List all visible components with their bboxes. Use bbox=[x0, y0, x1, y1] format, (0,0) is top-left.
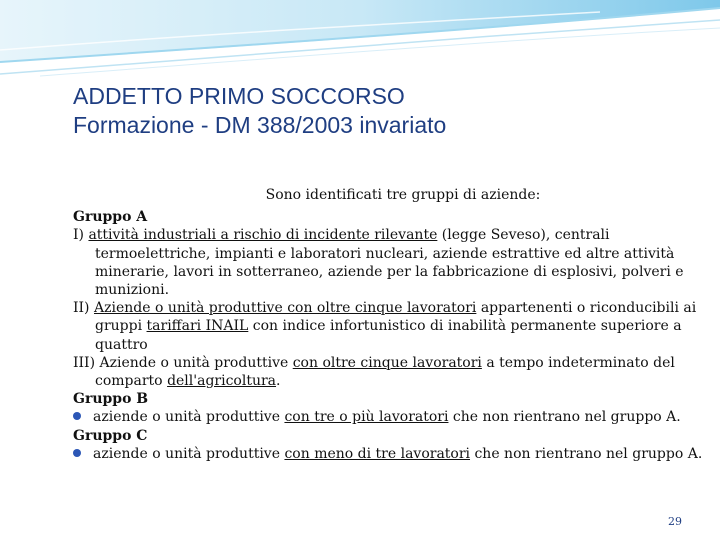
group-a-heading: Gruppo A bbox=[73, 209, 148, 226]
group-b-underlined: con tre o più lavoratori bbox=[284, 409, 449, 426]
slide-title bbox=[73, 82, 446, 140]
item-2-underlined-2: tariffari INAIL bbox=[146, 318, 249, 335]
page-number: 29 bbox=[668, 515, 682, 528]
group-b-prefix: aziende o unità produttive bbox=[93, 409, 285, 426]
item-3-rest: . bbox=[276, 373, 281, 390]
item-2-prefix: II) bbox=[73, 300, 94, 317]
title-line-2: Formazione - DM 388/2003 invariato bbox=[73, 112, 447, 138]
bullet-icon bbox=[73, 449, 81, 457]
group-c-heading: Gruppo C bbox=[73, 427, 148, 444]
slide-body bbox=[73, 186, 703, 463]
item-1-rest: (legge Seveso), centrali termoelettriche, impianti e laboratori nucleari, aziende estrattive ed altre attività minerarie, lavori in sotterraneo, aziende per la fabbricazione di esplosivi, polveri e munizioni. bbox=[95, 227, 684, 299]
header-wave-decoration bbox=[0, 0, 720, 90]
intro-text: Sono identificati tre gruppi di aziende: bbox=[265, 187, 541, 203]
item-2-underlined-1: Aziende o unità produttive con oltre cinque lavoratori bbox=[93, 300, 477, 317]
group-a-item-2 bbox=[73, 299, 703, 354]
item-1-prefix: I) bbox=[73, 227, 89, 244]
group-c-rest: che non rientrano nel gruppo A. bbox=[470, 445, 703, 462]
group-b-item bbox=[73, 408, 703, 426]
group-c-prefix: aziende o unità produttive bbox=[93, 445, 285, 462]
item-2-mid: appartenenti o riconducibili ai gruppi bbox=[95, 300, 697, 335]
item-2-rest: con indice infortunistico di inabilità permanente superiore a quattro bbox=[95, 318, 682, 353]
group-a-item-1 bbox=[73, 226, 703, 299]
item-3-mid: a tempo indeterminato del comparto bbox=[95, 354, 675, 390]
item-3-prefix: III) Aziende o unità produttive bbox=[73, 354, 293, 371]
group-c-underlined: con meno di tre lavoratori bbox=[284, 445, 471, 462]
group-a-item-3 bbox=[73, 354, 703, 390]
item-1-underlined: attività industriali a rischio di incidente rilevante bbox=[88, 227, 438, 244]
item-3-underlined-2: dell'agricoltura bbox=[167, 373, 277, 390]
group-b-rest: che non rientrano nel gruppo A. bbox=[448, 409, 681, 426]
group-c-item bbox=[73, 445, 703, 463]
bullet-icon bbox=[73, 412, 81, 420]
title-line-1: ADDETTO PRIMO SOCCORSO bbox=[73, 83, 405, 109]
group-b-heading: Gruppo B bbox=[73, 391, 149, 408]
item-3-underlined-1: con oltre cinque lavoratori bbox=[292, 354, 482, 371]
